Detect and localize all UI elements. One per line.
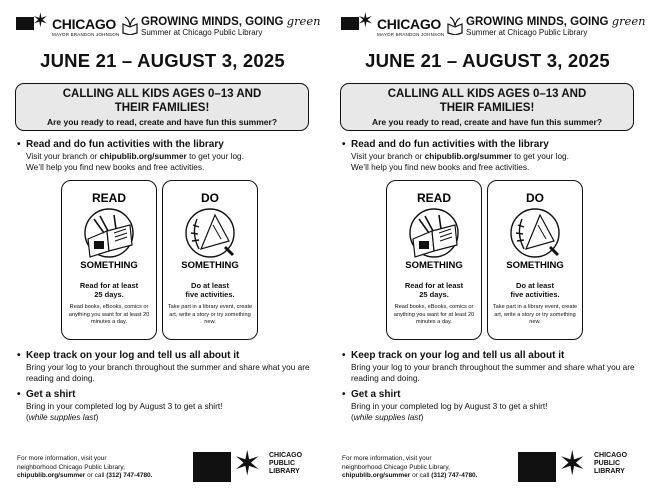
- logo-block-shape: [518, 452, 556, 482]
- card-description: Read books, eBooks, comics or anything you want for at least 20 minutes a day.: [68, 304, 150, 325]
- logo-mayor-line: MAYOR BRANDON JOHNSON: [377, 32, 445, 37]
- footer-info: For more information, visit your neighborhood Chicago Public Library, chipublib.org/summer or call (312) 747-4780.: [342, 455, 478, 479]
- footer-link[interactable]: chipublib.org/summer: [17, 472, 86, 479]
- summer-link[interactable]: chipublib.org/summer: [424, 151, 512, 161]
- program-dates: JUNE 21 – AUGUST 3, 2025: [40, 50, 285, 71]
- callout-box: [340, 83, 634, 131]
- city-of-chicago-logo: [16, 10, 120, 41]
- do-something-illustration: [500, 189, 570, 271]
- section-title: • Get a shirt: [17, 389, 317, 401]
- footer-phone[interactable]: (312) 747-4780.: [431, 472, 478, 479]
- program-logo: [446, 14, 646, 40]
- section-title: • Read and do fun activities with the library: [342, 139, 642, 151]
- program-subtitle: Summer at Chicago Public Library: [466, 28, 588, 37]
- logo-city-name: CHICAGO: [377, 16, 442, 32]
- star-icon: ✶: [558, 445, 587, 483]
- program-subtitle: Summer at Chicago Public Library: [141, 28, 263, 37]
- card-arc-top: DO: [526, 191, 544, 205]
- star-icon: ✶: [233, 445, 262, 483]
- callout-headline: CALLING ALL KIDS AGES 0–13 AND THEIR FAMILIES!: [387, 88, 587, 114]
- card-arc-bottom: SOMETHING: [181, 260, 239, 271]
- program-title: GROWING MINDS, GOING green: [466, 14, 646, 28]
- card-description: Take part in a library event, create art, write a story or try something new.: [167, 304, 253, 325]
- book-sprout-icon: [446, 15, 464, 35]
- card-arc-bottom: SOMETHING: [506, 260, 564, 271]
- library-wordmark: CHICAGO PUBLIC LIBRARY: [269, 452, 303, 475]
- section-keep-track: [342, 350, 642, 384]
- card-description: Take part in a library event, create art, write a story or try something new.: [492, 304, 578, 325]
- section-get-shirt: [342, 389, 642, 423]
- callout-subline: Are you ready to read, create and have fun this summer?: [46, 117, 278, 127]
- card-heading: Read for at least 25 days.: [404, 281, 464, 299]
- read-something-illustration: [74, 189, 144, 271]
- book-sprout-icon: [121, 15, 139, 35]
- card-arc-top: READ: [416, 191, 452, 205]
- read-something-card: [61, 180, 157, 340]
- do-something-card: [162, 180, 258, 340]
- city-of-chicago-logo: [341, 10, 445, 41]
- read-something-illustration: [399, 189, 469, 271]
- section-title: • Read and do fun activities with the library: [17, 139, 317, 151]
- card-description: Read books, eBooks, comics or anything you want for at least 20 minutes a day.: [393, 304, 475, 325]
- card-heading: Do at least five activities.: [510, 281, 560, 299]
- program-title: GROWING MINDS, GOING green: [141, 14, 321, 28]
- callout-box: [15, 83, 309, 131]
- section-title: • Get a shirt: [342, 389, 642, 401]
- flyer-panel: [325, 0, 650, 502]
- logo-block-shape: [193, 452, 231, 482]
- section-body: Visit your branch or chipublib.org/summer to get your log. We’ll help you find new books and free activities.: [351, 151, 569, 172]
- footer-phone[interactable]: (312) 747-4780.: [106, 472, 153, 479]
- section-title: • Keep track on your log and tell us all about it: [342, 350, 642, 362]
- library-wordmark: CHICAGO PUBLIC LIBRARY: [594, 452, 628, 475]
- callout-headline: CALLING ALL KIDS AGES 0–13 AND THEIR FAMILIES!: [62, 88, 262, 114]
- chicago-public-library-logo: [193, 445, 313, 485]
- do-something-illustration: [175, 189, 245, 271]
- program-logo: [121, 14, 321, 40]
- card-arc-bottom: SOMETHING: [80, 260, 138, 271]
- section-body: Visit your branch or chipublib.org/summer to get your log. We’ll help you find new books and free activities.: [26, 151, 244, 172]
- section-get-shirt: [17, 389, 317, 423]
- card-heading: Do at least five activities.: [185, 281, 235, 299]
- card-arc-bottom: SOMETHING: [405, 260, 463, 271]
- star-icon: ✶: [357, 10, 374, 32]
- card-arc-top: DO: [201, 191, 219, 205]
- star-icon: ✶: [32, 10, 49, 32]
- section-body: Bring in your completed log by August 3 to get a shirt! (while supplies last): [351, 401, 548, 422]
- summer-link[interactable]: chipublib.org/summer: [99, 151, 187, 161]
- section-read-and-do: [17, 139, 317, 173]
- card-heading: Read for at least 25 days.: [79, 281, 139, 299]
- program-dates: JUNE 21 – AUGUST 3, 2025: [365, 50, 610, 71]
- card-arc-top: READ: [91, 191, 127, 205]
- section-read-and-do: [342, 139, 642, 173]
- section-keep-track: [17, 350, 317, 384]
- section-title: • Keep track on your log and tell us all about it: [17, 350, 317, 362]
- callout-subline: Are you ready to read, create and have fun this summer?: [371, 117, 603, 127]
- section-body: Bring your log to your branch throughout the summer and share what you are reading and doing.: [351, 362, 635, 383]
- footer-link[interactable]: chipublib.org/summer: [342, 472, 411, 479]
- read-something-card: [386, 180, 482, 340]
- logo-city-name: CHICAGO: [52, 16, 117, 32]
- chicago-public-library-logo: [518, 445, 638, 485]
- logo-mayor-line: MAYOR BRANDON JOHNSON: [52, 32, 120, 37]
- do-something-card: [487, 180, 583, 340]
- section-body: Bring in your completed log by August 3 to get a shirt! (while supplies last): [26, 401, 223, 422]
- footer-info: For more information, visit your neighborhood Chicago Public Library, chipublib.org/summer or call (312) 747-4780.: [17, 455, 153, 479]
- section-body: Bring your log to your branch throughout the summer and share what you are reading and doing.: [26, 362, 310, 383]
